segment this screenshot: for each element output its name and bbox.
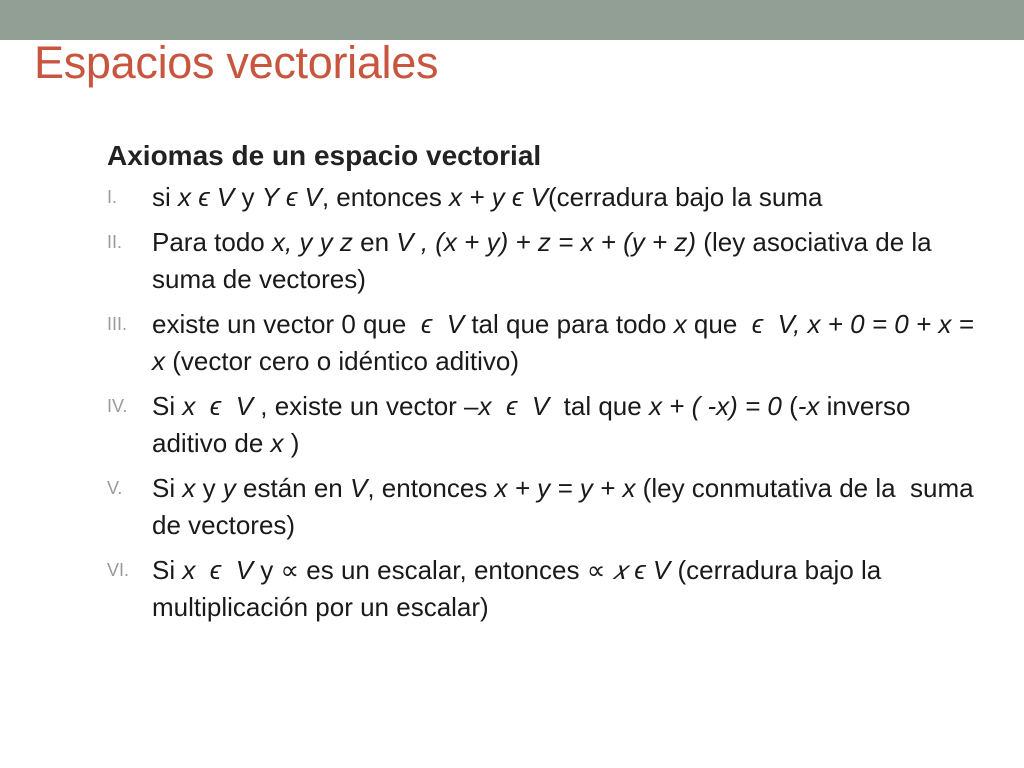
text-run: , entonces	[321, 182, 450, 212]
text-run: que	[686, 309, 752, 339]
text-run: Si	[152, 555, 183, 585]
slide-title: Espacios vectoriales	[34, 37, 439, 88]
axiom-item	[107, 470, 987, 544]
top-accent-bar	[0, 0, 1024, 40]
text-run: (cerradura bajo la suma	[547, 182, 823, 212]
axiom-numeral: V.	[107, 478, 123, 498]
text-run: , existe un vector –	[253, 391, 479, 421]
math-expression: x ϵ V	[182, 555, 254, 585]
math-expression: x	[673, 309, 687, 339]
text-run: , entonces	[367, 473, 495, 503]
text-run: (cerradura bajo la multiplicación por un escalar)	[152, 555, 889, 622]
axiom-numeral: II.	[107, 232, 123, 252]
axiom-text	[152, 227, 939, 294]
axiom-numeral: I.	[107, 187, 118, 207]
text-run: Si	[152, 391, 183, 421]
axiom-item	[107, 388, 987, 462]
text-run: (ley asociativa de la suma de vectores)	[152, 227, 939, 294]
text-run: (ley conmutativa de la suma de vectores)	[152, 473, 981, 540]
math-expression: ϵ V, x + 0 = 0 + x = x	[152, 309, 981, 376]
text-run: Si	[152, 473, 183, 503]
math-expression: V	[350, 473, 368, 503]
slide-subtitle: Axiomas de un espacio vectorial	[107, 140, 542, 171]
math-expression: x ϵ V	[182, 391, 254, 421]
text-run: y	[234, 182, 262, 212]
text-run: en	[352, 227, 397, 257]
text-run: están en	[235, 473, 350, 503]
axiom-text	[152, 182, 823, 212]
axiom-numeral: IV.	[107, 396, 128, 416]
text-run: y ∝ es un escalar, entonces ∝	[253, 555, 613, 585]
math-expression: x ϵ V	[478, 391, 550, 421]
axiom-item	[107, 306, 987, 380]
text-run: inverso aditivo de	[152, 391, 918, 458]
text-run: )	[283, 428, 300, 458]
text-run: Para todo	[152, 227, 272, 257]
axiom-numeral: III.	[107, 314, 128, 334]
axiom-text	[152, 555, 888, 622]
math-expression: ϵ V	[420, 309, 465, 339]
math-expression: y	[222, 473, 236, 503]
math-expression: x + y ϵ V	[449, 182, 548, 212]
math-expression: x ϵ V	[178, 182, 235, 212]
axiom-text	[152, 391, 918, 458]
slide-content	[107, 137, 987, 634]
math-expression: -x	[797, 391, 820, 421]
math-expression: Y ϵ V	[261, 182, 322, 212]
text-run: (vector cero o idéntico aditivo)	[165, 346, 520, 376]
math-expression: 𝑥 ϵ V	[612, 555, 671, 585]
math-expression: x	[182, 473, 196, 503]
text-run: existe un vector 0 que	[152, 309, 421, 339]
math-expression: x	[270, 428, 284, 458]
axiom-text	[152, 473, 981, 540]
axiom-list	[107, 179, 987, 626]
text-run: (	[781, 391, 798, 421]
axiom-item	[107, 224, 987, 298]
text-run: si	[152, 182, 178, 212]
axiom-text	[152, 309, 981, 376]
axiom-numeral: VI.	[107, 560, 130, 580]
math-expression: V , (x + y) + z = x + (y + z)	[396, 227, 697, 257]
axiom-item	[107, 179, 987, 216]
text-run: y	[195, 473, 223, 503]
math-expression: x, y y z	[271, 227, 353, 257]
axiom-item	[107, 552, 987, 626]
text-run: tal que	[549, 391, 649, 421]
math-expression: x + ( -x) = 0	[648, 391, 782, 421]
math-expression: x + y = y + x	[494, 473, 636, 503]
text-run: tal que para todo	[464, 309, 674, 339]
